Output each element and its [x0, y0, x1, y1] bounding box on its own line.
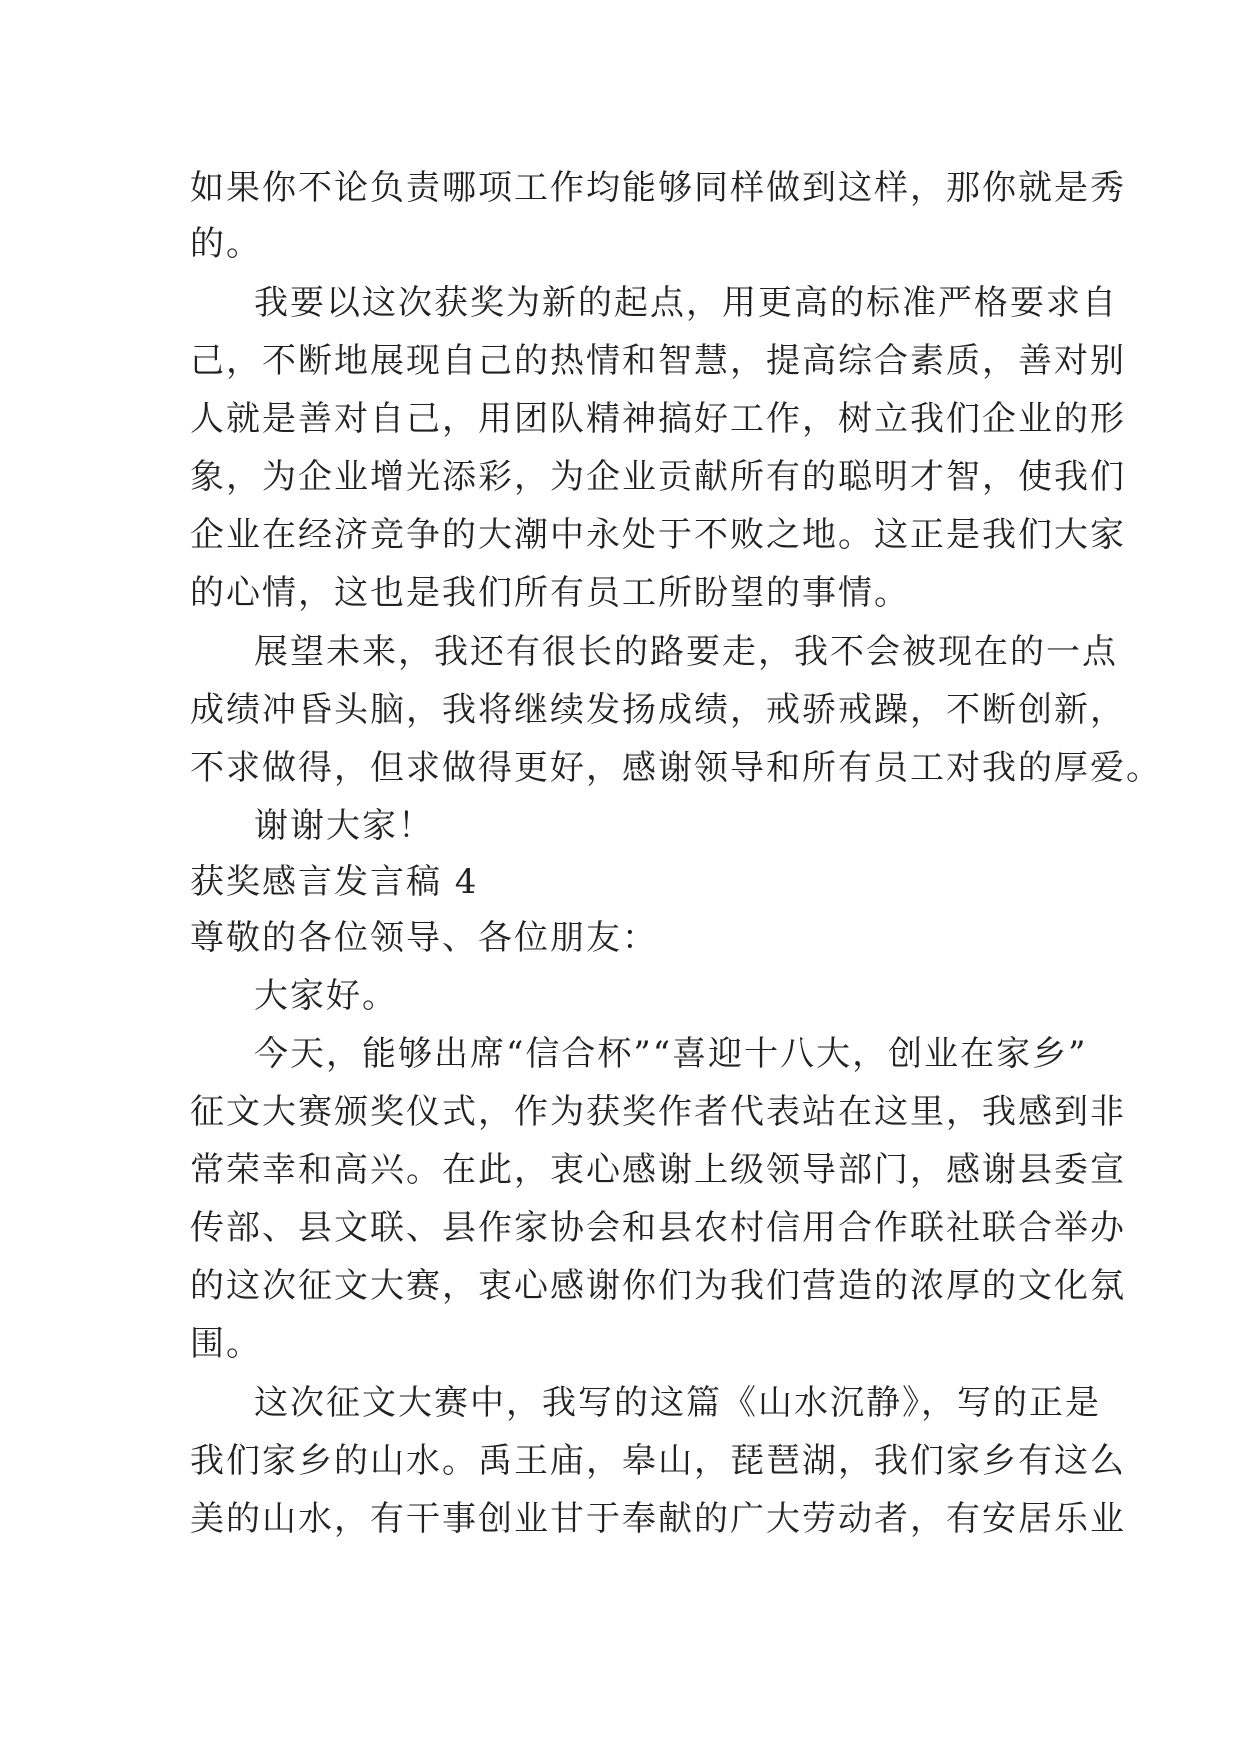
text-line: 谢谢大家！ — [254, 806, 434, 846]
text-line: 常荣幸和高兴。在此，衷心感谢上级领导部门，感谢县委宣 — [190, 1150, 1126, 1190]
text-line: 企业在经济竞争的大潮中永处于不败之地。这正是我们大家 — [190, 515, 1126, 555]
text-line: 征文大赛颁奖仪式，作为获奖作者代表站在这里，我感到非 — [190, 1092, 1126, 1132]
text-line: 今天，能够出席“信合杯”“喜迎十八大，创业在家乡” — [254, 1034, 1088, 1074]
text-line: 大家好。 — [254, 976, 398, 1016]
text-line: 己，不断地展现自己的热情和智慧，提高综合素质，善对别 — [190, 341, 1126, 381]
text-line: 人就是善对自己，用团队精神搞好工作，树立我们企业的形 — [190, 399, 1126, 439]
text-line: 象，为企业增光添彩，为企业贡献所有的聪明才智，使我们 — [190, 457, 1126, 497]
text-line: 我要以这次获奖为新的起点，用更高的标准严格要求自 — [254, 283, 1118, 323]
text-line: 成绩冲昏头脑，我将继续发扬成绩，戒骄戒躁，不断创新， — [190, 690, 1126, 730]
text-line: 这次征文大赛中，我写的这篇《山水沉静》，写的正是 — [254, 1383, 1101, 1423]
text-line: 不求做得，但求做得更好，感谢领导和所有员工对我的厚爱。 — [190, 748, 1162, 788]
text-line: 我们家乡的山水。禹王庙，皋山，琵琶湖，我们家乡有这么 — [190, 1441, 1126, 1481]
text-line: 的心情，这也是我们所有员工所盼望的事情。 — [190, 573, 910, 613]
text-line: 展望未来，我还有很长的路要走，我不会被现在的一点 — [254, 632, 1118, 672]
text-line: 的。 — [190, 224, 262, 264]
text-line: 传部、县文联、县作家协会和县农村信用合作联社联合举办 — [190, 1208, 1126, 1248]
text-line: 的这次征文大赛，衷心感谢你们为我们营造的浓厚的文化氛 — [190, 1266, 1126, 1306]
salutation: 尊敬的各位领导、各位朋友： — [190, 918, 658, 958]
text-line: 美的山水，有干事创业甘于奉献的广大劳动者，有安居乐业 — [190, 1499, 1126, 1539]
text-line: 如果你不论负责哪项工作均能够同样做到这样，那你就是秀 — [190, 168, 1126, 208]
section-heading: 获奖感言发言稿 4 — [190, 862, 479, 902]
text-line: 围。 — [190, 1324, 262, 1364]
